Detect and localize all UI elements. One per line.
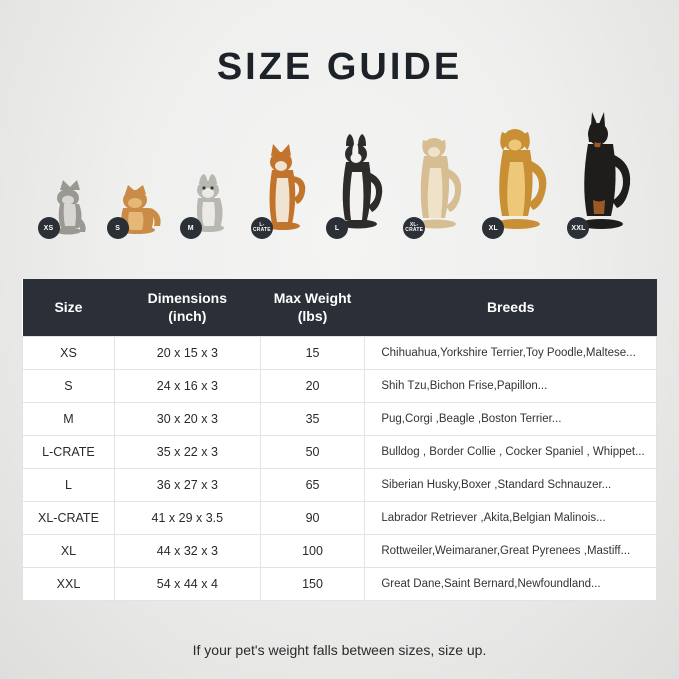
- cell-dimensions: 54 x 44 x 4: [114, 568, 260, 601]
- size-badge-l-crate: L-CRATE: [251, 217, 273, 239]
- cell-size: XL-CRATE: [23, 502, 115, 535]
- cell-size: XXL: [23, 568, 115, 601]
- cell-breeds: Bulldog , Border Collie , Cocker Spaniel , Whippet...: [365, 436, 657, 469]
- dog-item-l-crate: [252, 140, 315, 241]
- column-header-breeds: Breeds: [365, 279, 657, 337]
- dog-size-illustrations: [20, 111, 660, 241]
- cell-breeds: Great Dane,Saint Bernard,Newfoundland...: [365, 568, 657, 601]
- cell-size: S: [23, 370, 115, 403]
- cell-dimensions: 41 x 29 x 3.5: [114, 502, 260, 535]
- labrador-silhouette-icon: [407, 128, 471, 241]
- cell-dimensions: 20 x 15 x 3: [114, 337, 260, 370]
- size-table: [22, 279, 657, 601]
- cell-weight: 100: [260, 535, 365, 568]
- column-header-weight-unit: (lbs): [297, 307, 328, 324]
- table-body: [23, 337, 657, 601]
- dog-item-xl-crate: [407, 128, 471, 241]
- table-row: [23, 370, 657, 403]
- cell-weight: 150: [260, 568, 365, 601]
- cell-size: XS: [23, 337, 115, 370]
- dog-item-xl: [486, 120, 556, 241]
- table-header: [23, 279, 657, 337]
- cat-silhouette-icon: [42, 176, 96, 241]
- column-header-dimensions-label: Dimensions: [147, 290, 227, 306]
- footnote-text: If your pet's weight falls between sizes, size up.: [192, 642, 487, 658]
- table-row: [23, 436, 657, 469]
- table-row: [23, 502, 657, 535]
- golden-retriever-silhouette-icon: [486, 120, 556, 241]
- cell-dimensions: 35 x 22 x 3: [114, 436, 260, 469]
- cell-weight: 50: [260, 436, 365, 469]
- dog-item-s: [111, 174, 169, 241]
- french-bulldog-silhouette-icon: [184, 168, 240, 241]
- table-row: [23, 337, 657, 370]
- cell-breeds: Siberian Husky,Boxer ,Standard Schnauzer...: [365, 469, 657, 502]
- cell-dimensions: 36 x 27 x 3: [114, 469, 260, 502]
- table-row: [23, 535, 657, 568]
- cell-size: XL: [23, 535, 115, 568]
- doberman-silhouette-icon: [571, 112, 637, 241]
- column-header-max-weight: [260, 279, 365, 337]
- size-badge-s: S: [107, 217, 129, 239]
- cell-weight: 65: [260, 469, 365, 502]
- cell-size: M: [23, 403, 115, 436]
- dog-item-l: [330, 132, 392, 241]
- cell-weight: 90: [260, 502, 365, 535]
- size-table-wrapper: [22, 279, 657, 601]
- cell-breeds: Pug,Corgi ,Beagle ,Boston Terrier...: [365, 403, 657, 436]
- cell-weight: 35: [260, 403, 365, 436]
- cell-dimensions: 44 x 32 x 3: [114, 535, 260, 568]
- table-row: [23, 469, 657, 502]
- column-header-weight-label: Max Weight: [273, 290, 352, 306]
- cell-breeds: Shih Tzu,Bichon Frise,Papillon...: [365, 370, 657, 403]
- column-header-dimensions-unit: (inch): [168, 307, 207, 324]
- dog-item-xxl: [571, 112, 637, 241]
- table-header-row: [23, 279, 657, 337]
- cell-breeds: Chihuahua,Yorkshire Terrier,Toy Poodle,Maltese...: [365, 337, 657, 370]
- cell-dimensions: 30 x 20 x 3: [114, 403, 260, 436]
- cell-size: L: [23, 469, 115, 502]
- size-badge-xl: XL: [482, 217, 504, 239]
- cell-weight: 20: [260, 370, 365, 403]
- size-badge-l: L: [326, 217, 348, 239]
- shiba-inu-silhouette-icon: [252, 140, 315, 241]
- cell-dimensions: 24 x 16 x 3: [114, 370, 260, 403]
- dog-item-xs: [42, 176, 96, 241]
- size-badge-xl-crate: XL-CRATE: [403, 217, 425, 239]
- column-header-dimensions: [114, 279, 260, 337]
- table-row: [23, 568, 657, 601]
- dog-item-m: [184, 168, 240, 241]
- cell-breeds: Labrador Retriever ,Akita,Belgian Malinois...: [365, 502, 657, 535]
- size-badge-xxl: XXL: [567, 217, 589, 239]
- size-badge-m: M: [180, 217, 202, 239]
- border-collie-silhouette-icon: [330, 132, 392, 241]
- cell-breeds: Rottweiler,Weimaraner,Great Pyrenees ,Mastiff...: [365, 535, 657, 568]
- cell-size: L-CRATE: [23, 436, 115, 469]
- pomeranian-silhouette-icon: [111, 174, 169, 241]
- page-title: SIZE GUIDE: [216, 46, 463, 88]
- column-header-size: Size: [23, 279, 115, 337]
- table-row: [23, 403, 657, 436]
- size-badge-xs: XS: [38, 217, 60, 239]
- cell-weight: 15: [260, 337, 365, 370]
